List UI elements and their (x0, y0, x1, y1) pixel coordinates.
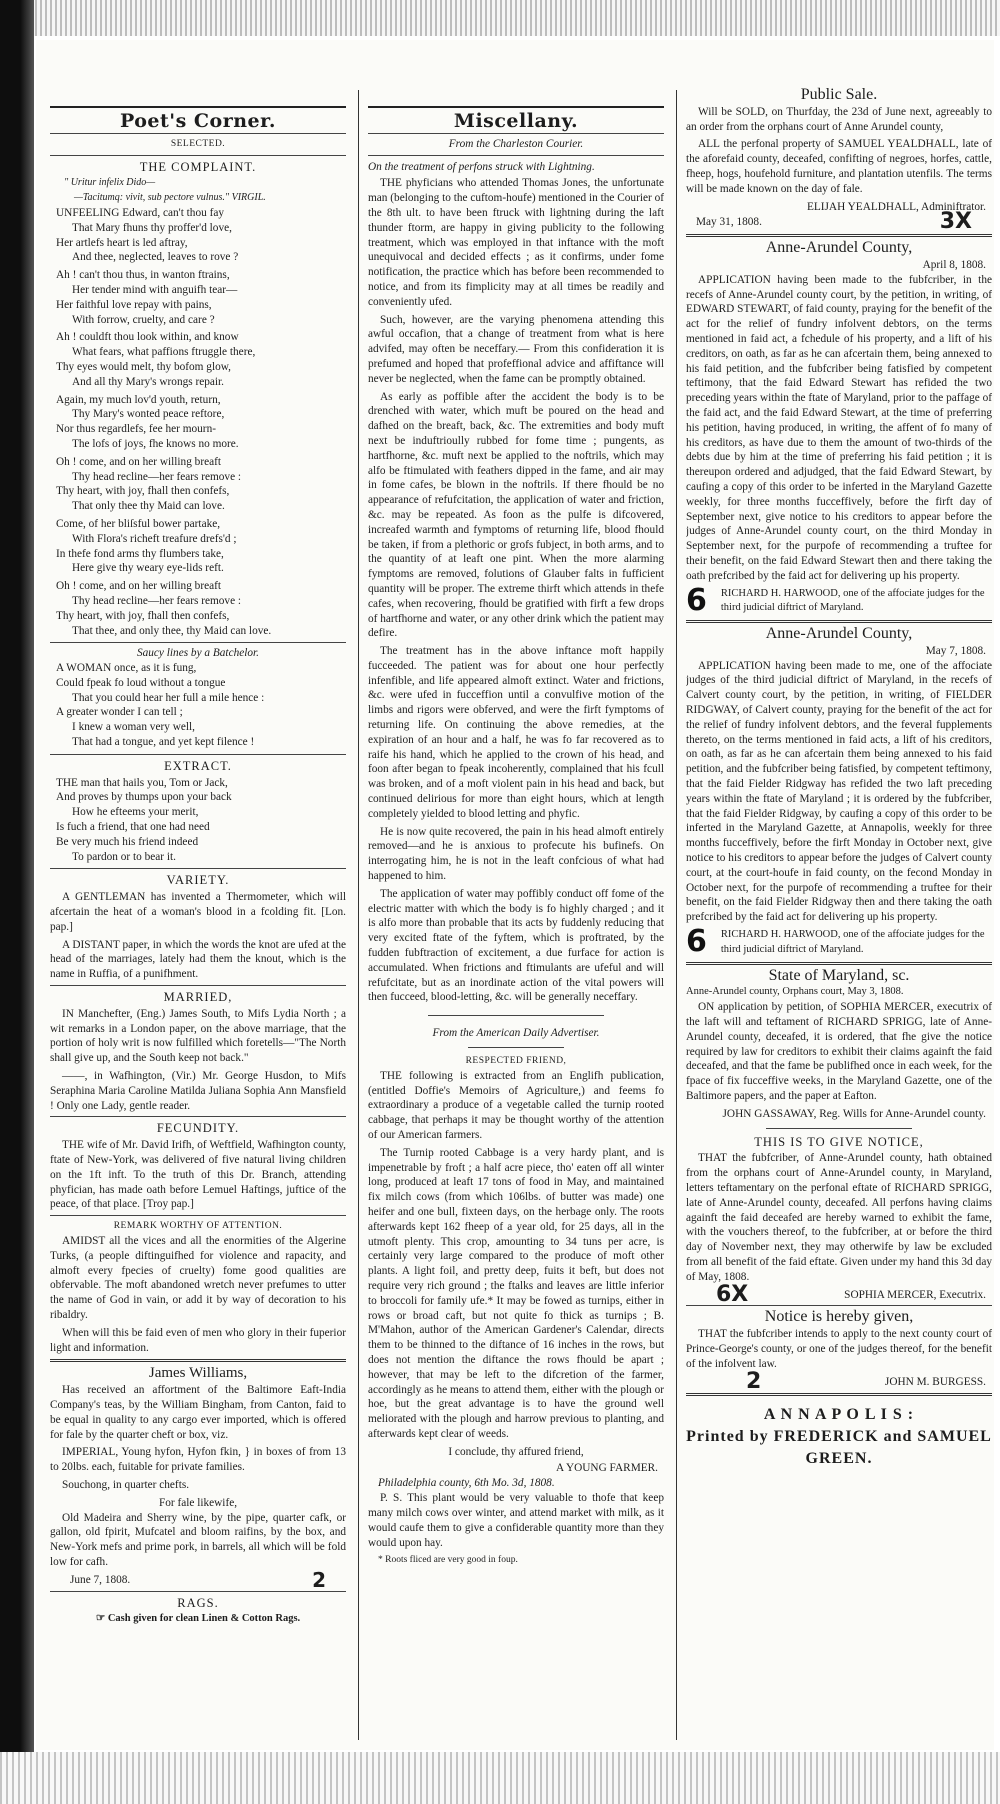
poem-line: And all thy Mary's wrongs repair. (72, 375, 225, 388)
article-paragraph: The application of water may poffibly conduct off fome of the electric matter with which the body is fo highly charged ; and it is alfo more than probable that its acts by fuddenly reducing that very excited ftate of the fyftem, which is proftrated, by the fudden fubftraction of excitement, a due furface for action is accumulated. When frictions and ftimulants are ufeful and will refufcitate, but as an inordinate action of the vital powers will then fucceed, blood-letting, &c. will be generally neceffary. (368, 887, 664, 1004)
miscellany-heading: Miscellany. (368, 106, 664, 129)
scan-border-top (0, 0, 1000, 36)
notice-date: April 8, 1808. (922, 258, 986, 271)
rags-text: ☞ Cash given for clean Linen & Cotton Rags. (95, 1613, 301, 1625)
rags-title: RAGS. (177, 1595, 219, 1610)
souchong-line: Souchong, in quarter chefts. (62, 1478, 190, 1491)
saucy-lines-title: Saucy lines by a Batchelor. (136, 647, 260, 660)
tea-list: IMPERIAL, Young hyfon, Hyfon fkin, } in boxes of from 13 to 20lbs. each, fuitable for private families. (50, 1446, 346, 1474)
article-paragraph: The treatment has in the above inftance moft happily fucceeded. The patient was for about one hour perfectly infenfible, and life appeared almoft extinct. Water and frictions, &c. were ufed in fucceffion until a convulfive motion of the limbs and rigors were obferved, and were the firft fymptoms of returning life. On continuing the above remedies, at the expiration of an hour and a half, he was fo far recovered as to raife his hand, which he applied to the crown of his head, and foon after began to fpeak incoherently, complained that his fcull was broken, and of a moft violent pain in his head and back, but continued delirious for more than eight hours, which at length completely yielded to blood letting and phyfic. (368, 645, 664, 820)
saucy-poem (50, 661, 346, 750)
imprint (686, 1404, 992, 1470)
handwritten-mark: 6 (686, 582, 707, 618)
poem-line: And proves by thumps upon your back (56, 791, 232, 804)
salutation: RESPECTED FRIEND, (465, 1056, 567, 1067)
poem-line: UNFEELING Edward, can't thou fay (56, 206, 224, 219)
poem-line: Oh ! come, and on her willing breaft (56, 580, 222, 593)
notice-title: Anne-Arundel County, (765, 625, 913, 643)
poem-line: Come, of her bliſsful bower partake, (56, 517, 221, 530)
poem-line: That thee, and only thee, thy Maid can love. (72, 624, 272, 637)
column-rule (676, 90, 677, 1740)
public-sale-body: ALL the perfonal property of SAMUEL YEALDHALL, late of the aforefaid county, deceafed, confifting of negroes, horfes, cattle, fheep, hogs, houfehold furniture, and plantation utenfils. The terms will be made known on the day of fale. (686, 138, 992, 195)
poem-line: What fears, what paffions ftruggle there, (72, 346, 256, 359)
notice-body: APPLICATION having been made to the fubfcriber, in the recefs of Anne-Arundel county court, by the petition, in writing, of EDWARD STEWART, of faid county, praying for the benefit of the act for the relief of fundry infolvent debtors, on the terms mentioned in faid act, a fchedule of his property, and a lift of his creditors, on oath, as far as he can afcertain them, being annexed to his faid petition, and the fubfcriber being fatisfied by competent teftimony, that the faid Edward Stewart has refided the two preceding years within the ftate of Maryland, prior to the paffage of the faid act, and the faid Edward Stewart, at the time of preferring his petition, having produced, in writing, the affent of fo many of his creditors, as have due to them the amount of two-thirds of the debts due by him at the time of preferring his faid petition ; it is thereupon ordered and adjudged, that the faid Edward Stewart, by caufing a copy of this order to be inferted in the Maryland Gazette weekly, for three months fucceffively, before the firft day of September next, give notice to his creditors to appear before the judges of Anne-Arundel county court, on the third Monday in September next, for the purpofe of recommending a truftee for their benefit, on the faid Edward Stewart then and there taking the oath prefcribed by the faid act for delivering up his property. (686, 273, 992, 582)
poem-line: Here give thy weary eye-lids reft. (72, 562, 224, 575)
poem-line: How he efteems your merit, (72, 806, 199, 819)
letter-signature: A YOUNG FARMER. (556, 1461, 658, 1474)
handwritten-mark: 2 (312, 1567, 326, 1592)
poem-line: Her faithful love repay with pains, (56, 298, 212, 311)
poem-line: Thy head recline—her fears remove : (72, 470, 242, 483)
source-line: From the American Daily Advertiser. (432, 1027, 600, 1040)
imprint-printers: Printed by FREDERICK and SAMUEL (686, 1428, 992, 1446)
notice-title: State of Maryland, sc. (768, 966, 910, 984)
poem-line: Oh ! come, and on her willing breaft (56, 455, 222, 468)
article-paragraph: He is now quite recovered, the pain in his head almoft entirely removed—and he is anxious to profecute his bufinefs. On interrogating him, he is not in the leaft confcious of what had happened to him. (368, 825, 664, 883)
place-date: Philadelphia county, 6th Mo. 3d, 1808. (378, 1477, 555, 1490)
poem-line: That Mary fhuns thy proffer'd love, (72, 221, 232, 234)
poem-line: Ah ! can't thou thus, in wanton ftrains, (56, 269, 230, 282)
poem-line: To pardon or to bear it. (72, 850, 176, 863)
notice-body: THAT the fubfcriber intends to apply to the next county court of Prince-George's county, or one of the judges thereof, for the benefit of the infolvent law. (686, 1328, 992, 1370)
notice-signature: RICHARD H. HARWOOD, one of the affociate judges for the third judicial diftrict of Maryland. (720, 587, 985, 614)
variety-title: VARIETY. (166, 873, 230, 888)
notice-title: Notice is hereby given, (764, 1308, 914, 1326)
article-paragraph: THE following is extracted from an Englifh publication, (entitled Doffie's Memoirs of Agriculture,) and feems fo extraordinary a produce of a vegetable called the turnip rooted cabbage, that perhaps it may be thought worthy of the attention of our American farmers. (368, 1069, 664, 1141)
article-paragraph: THE phyficians who attended Thomas Jones, the unfortunate man (belonging to the cuftom-houfe) mentioned in the Courier of the 8th ult. to have been ftruck with lightning during the laft thunder ftorm, are happy in giving publicity to the following treatment, which was employed in that inftance with the moft unequivocal and decided effects ; as it confirms, under fome notification, the practice which has before been recommended to notice, and from its fimplicity may at all times be readily and conveniently ufed. (368, 177, 664, 308)
poem-line: THE man that hails you, Tom or Jack, (56, 776, 228, 789)
poem-line: Thy heart, with joy, fhall then confefs, (56, 609, 230, 622)
poets-corner-heading: Poet's Corner. (50, 106, 346, 129)
source-line: From the Charleston Courier. (448, 137, 584, 150)
poem-line: And thee, neglected, leaves to rove ? (72, 251, 239, 264)
poem-line: The lofs of joys, fhe knows no more. (72, 437, 239, 450)
poem-line: With Flora's richeft treafure drefs'd ; (72, 532, 237, 545)
ad-date: June 7, 1808. (70, 1573, 131, 1586)
poem-line: That you could hear her full a mile hence : (72, 691, 265, 704)
imprint-city: A N N A P O L I S : (763, 1406, 915, 1424)
public-sale-signature: ELIJAH YEALDHALL, Adminiftrator. (806, 200, 986, 213)
poem-line: A greater wonder I can tell ; (56, 706, 183, 719)
poem-line: Thy Mary's wonted peace reftore, (72, 408, 225, 421)
public-sale-title: Public Sale. (800, 86, 878, 103)
poem-line: Be very much his friend indeed (56, 835, 199, 848)
notice-signature: JOHN GASSAWAY, Reg. Wills for Anne-Arundel county. (722, 1107, 986, 1120)
extract-title: EXTRACT. (164, 758, 232, 773)
poem-line: With forrow, cruelty, and care ? (72, 313, 215, 326)
scan-border-bottom (0, 1752, 1000, 1804)
article-paragraph: Such, however, are the varying phenomena attending this awful occafion, that a change of treatment from what is here advifed, may often be neceffary.— From this confideration it is prefumed and hoped that profeffional advice and affiftance will never be neglected, when the fame can be promptly obtained. (368, 313, 664, 385)
remark-text: AMIDST all the vices and all the enormities of the Algerine Turks, (a people diftinguifhed for violence and rapacity, and almoft every fpecies of cruelty) fome good qualities are obfervable. The moft abandoned wretch never prefumes to utter the name of God in vain, or add it by way of decoration to his ribaldry. (50, 1234, 346, 1321)
notice-date: Anne-Arundel county, Orphans court, May 3, 1808. (686, 986, 904, 998)
poem-line: Thy heart, with joy, fhall then confefs, (56, 485, 230, 498)
epigraph-line: " Uritur infelix Dido— (64, 177, 156, 189)
variety-item: A DISTANT paper, in which the words the knot are ufed at the head of the marriages, lately had them the knout, which is the name in Ruffia, of a punifhment. (50, 938, 346, 981)
complaint-poem (50, 206, 346, 638)
poem-line: Again, my much lov'd youth, return, (56, 393, 221, 406)
public-sale-intro: Will be SOLD, on Thurfday, the 23d of June next, agreeably to an order from the orphans court of Anne Arundel county, (686, 105, 992, 133)
newspaper-page (36, 40, 994, 1750)
wine-ad-text: Old Madeira and Sherry wine, by the pipe, quarter cafk, or gallon, old fpirit, Mufcatel and bloom raifins, by the box, and New-York mefs and prime pork, in barrels, all which will be fold low for cafh. (50, 1511, 346, 1568)
poem-line: A WOMAN once, as it is fung, (56, 662, 197, 675)
column-miscellany (368, 40, 664, 1745)
article-paragraph: As early as poffible after the accident the body is to be drenched with water, which muft be poured on the head and dafhed on the breaft, back, &c. The extremities and body muft next be induftrioully rubbed for fome time ; pungents, as hartfhorne, &c. muft next be applied to the noftrils, which may alfo be ftimulated with feathers dipped in the fame, and air may in fome cafes, be blown in the noftrils. If there fhould be no appearance of refufcitation, the application of water and friction, &c. may be repeated. As foon as the pulfe is difcovered, increafed warmth and fymptoms of returning life, blood fhould be taken, if from a plethoric or grofs fubject, in both arms, and to the quantity of at leaft one pint. When the more alarming fymptoms are removed, folutions of Glauber falts in fufficient quantity will be proper. The extreme thirft which attends in thefe cafes, when recovering, fhould be gratified with firft a few drops of hartfhorne and water, or any other drink which the patient may defire. (368, 390, 664, 640)
footnote: * Roots fliced are very good in foup. (378, 1555, 518, 1566)
imprint-last: GREEN. (805, 1450, 873, 1468)
handwritten-mark: 3X (939, 209, 972, 235)
married-item: ——, in Wafhington, (Vir.) Mr. George Husdon, to Mifs Seraphina Maria Caroline Matilda Juliana Sophia Ann Mansfield ! Only one Lady, gentle reader. (50, 1070, 346, 1112)
likewise-line: For fale likewife, (158, 1496, 238, 1509)
extract-poem (50, 776, 346, 865)
notice-body: APPLICATION having been made to me, one of the affociate judges of the third judicial diftrict of Maryland, in the recefs of Calvert county court, by the petition, in writing, of FIELDER RIDGWAY, of Calvert county, praying for the benefit of the act for the relief of fundry infolvent debtors, and the feveral fupplements thereto, on the terms mentioned in faid acts, a lift of his creditors, on oath, as far as he can afcertain them being annexed to his faid petition, and the fubfcriber being fatisfied, by competent teftimony, that the faid Fielder Ridgway has refided the two laft preceding years within the ftate of Maryland ; it is ordered by the fubfcriber, that the faid Fielder Ridgway, by caufing a copy of this order to be inferted in the Maryland Gazette, at Annapolis, weekly for three months fucceffively, before the firft Monday in October next, give notice to his creditors to appear before the judges of Calvert county court, at the court-houfe in faid county, on the fecond Monday in October next, for the purpofe of recommending a truftee for their benefit, on the faid Fielder Ridgway then and there taking the oath prefcribed by the faid act for delivering up his property. (686, 659, 992, 924)
notice-body: ON application by petition, of SOPHIA MERCER, executrix of the laft will and teftament of RICHARD SPRIGG, late of Anne-Arundel county, deceafed, it is ordered, that fhe give the notice required by law for creditors to exhibit their claims againft the faid deceafed, and that the fame be publifhed once in each week, for the fpace of fix fucceffive weeks, in the Maryland Gazette, one of the Baltimore papers, and the paper at Eafton. (686, 1001, 992, 1102)
column-rule (358, 90, 359, 1740)
notice-body: THAT the fubfcriber, of Anne-Arundel county, hath obtained from the orphans court of Anne-Arundel county, in Maryland, letters teftamentary on the perfonal eftate of RICHARD SPRIGG, late of Anne-Arundel county, deceafed. All perfons having claims againft the faid deceafed are hereby warned to exhibit the fame, with the vouchers thereof, to the fubfcriber, at or before the third day of November next, they may otherwife by law be excluded from all benefit of the faid eftate. Given under my hand this 3d day of May, 1808. (686, 1152, 992, 1283)
selected-label: SELECTED. (170, 138, 226, 149)
column-notices (686, 40, 992, 1745)
epigraph-line: —Tacitumq: vivit, sub pectore vulnus." VIRGIL. (74, 192, 266, 204)
notice-title: THIS IS TO GIVE NOTICE, (754, 1134, 924, 1149)
column-poets-corner (50, 40, 346, 1745)
tea-ad-text: Has received an affortment of the Baltimore Eaft-India Company's teas, by the William Bingham, from Canton, faid to be equal in quality to any cargo ever imported, which is offered for fale by the quarter cheft or box, viz. (50, 1384, 346, 1441)
fecundity-title: FECUNDITY. (156, 1121, 240, 1136)
article-title: On the treatment of perfons struck with Lightning. (368, 160, 595, 173)
poem-line: Nor thus regardlefs, fee her mourn- (56, 423, 216, 436)
married-item: IN Manchefter, (Eng.) James South, to Mifs Lydia North ; a wit remarks in a London paper, on the above marriage, that the portion of holy writ is now fulfilled which foretells—"The North shall give up, and the South keep not back." (50, 1007, 346, 1065)
handwritten-mark: 6X (716, 1281, 749, 1307)
notice-signature: RICHARD H. HARWOOD, one of the affociate judges for the third judicial diftrict of Maryland. (720, 929, 985, 955)
article-paragraph: The Turnip rooted Cabbage is a very hardy plant, and is impenetrable by froft ; a half acre piece, tho' eaten off all winter long, produced at leaft 17 tons of food in May, and maintained fix milch cows (from which 106lbs. of butter was made) one heifer and one bull, fixteen days, on the herbage only. The roots afterwards kept 162 fheep of a year old, for 25 days, all in the utmoft plenty. This crop, amounting to 34 tuns per acre, is certainly very large compared to the produce of moft other plants. A light foil, and pretty deep, fuits it beft, but does not require very rich ground ; the ftalks and leaves are little inferior to broccoli for family ufe.* It may be fowed as turnips, either in rows or broad caft, but not quite fo thick as turnips ; B. M'Mahon, author of the American Gardener's Calendar, directs them to be thinned to the diftance of 16 inches in the rows, but does not mention the diftance the rows fhould be apart ; however, that may be left to the difcretion of the farmer, accordingly as he means to attend them, either with the plough or hoe, but the great advantage is to have the ground well meliorated with the plough and harrow previous to planting, and afterwards kept clear of weeds. (368, 1146, 664, 1440)
postscript: P. S. This plant would be very valuable to thofe that keep many milch cows over winter, and attend market with milk, as it would caufe them to give a confiderable quantity more than they would upon hay. (368, 1492, 664, 1549)
poem-line: That only thee thy Maid can love. (72, 500, 225, 513)
closing-line: I conclude, thy affured friend, (448, 1445, 584, 1458)
notice-date: May 7, 1808. (925, 644, 986, 657)
poem-line: That had a tongue, and yet kept filence ! (72, 736, 255, 749)
poem-line: Thy head recline—her fears remove : (72, 594, 242, 607)
complaint-title: THE COMPLAINT. (139, 159, 257, 174)
scan-border-left (0, 0, 34, 1804)
public-sale-date: May 31, 1808. (696, 216, 762, 229)
james-williams-title: James Williams, (148, 1365, 248, 1382)
fecundity-text: THE wife of Mr. David Irifh, of Weftfield, Wafhington county, ftate of New-York, was delivered of five natural living children on the 1ft inft. To the truth of this Dr. Branch, attending phyfician, has made oath before Lemuel Haftings, juftice of the peace, of that place. [Troy pap.] (50, 1139, 346, 1211)
poem-line: Could fpeak fo loud without a tongue (56, 676, 226, 689)
notice-title: Anne-Arundel County, (765, 239, 913, 257)
poem-line: Her tender mind with anguifh tear— (72, 283, 238, 296)
variety-item: A GENTLEMAN has invented a Thermometer, which will afcertain the heat of a woman's blood in a fcolding fit. [Lon. pap.] (50, 891, 346, 933)
married-title: MARRIED, (163, 990, 233, 1005)
remark-text: When will this be faid even of men who glory in their fuperior light and information. (50, 1326, 346, 1354)
poem-line: In thefe fond arms thy flumbers take, (56, 547, 224, 560)
poem-line: I knew a woman very well, (72, 721, 195, 734)
poem-line: Is fuch a friend, that one had need (56, 821, 210, 834)
notice-signature: SOPHIA MERCER, Executrix. (844, 1288, 986, 1301)
poem-line: Her artlefs heart is led aftray, (56, 236, 188, 249)
poem-line: Ah ! couldft thou look within, and know (56, 331, 239, 344)
notice-signature: JOHN M. BURGESS. (884, 1375, 986, 1388)
handwritten-mark: 2 (746, 1368, 762, 1394)
poem-line: Thy eyes would melt, thy bofom glow, (56, 360, 231, 373)
handwritten-mark: 6 (686, 924, 707, 960)
remark-title: REMARK WORTHY OF ATTENTION. (113, 1221, 283, 1232)
